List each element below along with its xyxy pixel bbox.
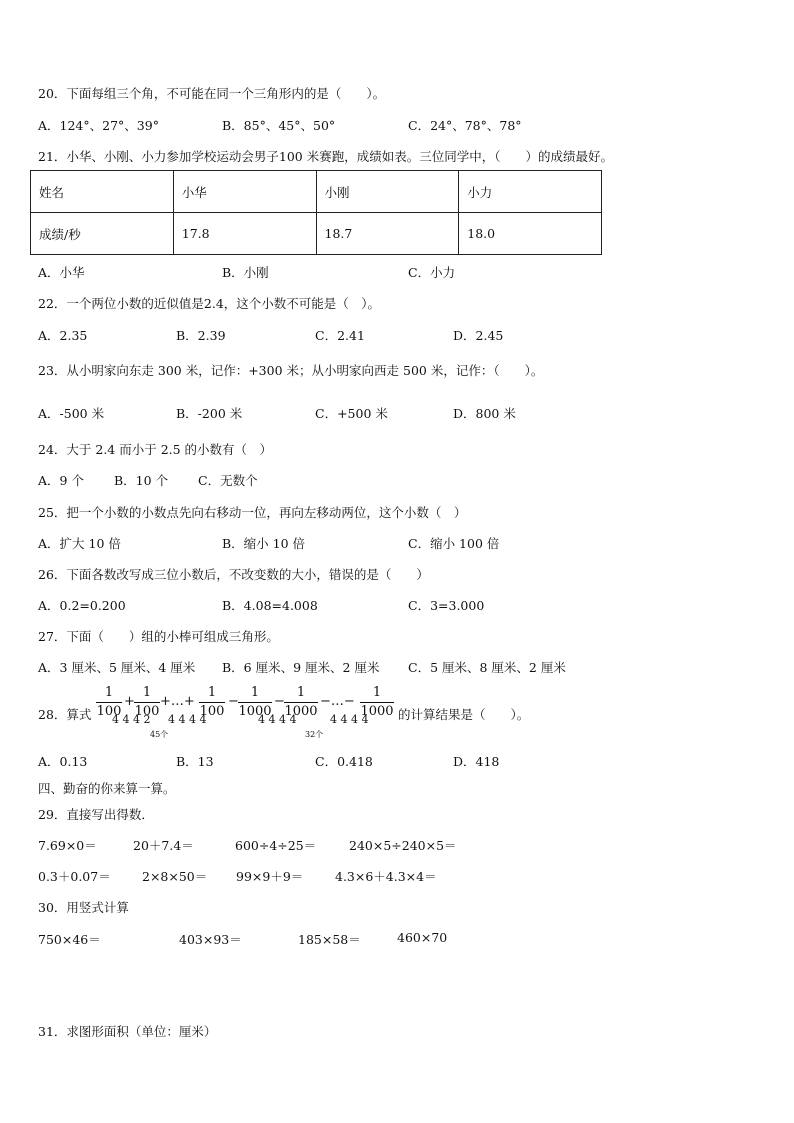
question-25-stem: 25．把一个小数的小数点先向右移动一位，再向左移动两位，这个小数（ ） — [38, 505, 467, 520]
fraction-numerator: 1 — [104, 685, 114, 700]
section-heading: 四、勤奋的你来算一算。 — [38, 781, 176, 796]
fraction-denominator: 100 — [199, 704, 225, 719]
question-27-stem: 27．下面（ ）组的小棒可组成三角形。 — [38, 629, 279, 644]
question-24-stem: 24．大于 2.4 而小于 2.5 的小数有（ ） — [38, 442, 273, 457]
question-22-option-b: B．2.39 — [176, 328, 226, 343]
question-26-option-c: C．3=3.000 — [408, 598, 485, 613]
fraction-denominator: 1000 — [284, 704, 318, 719]
calc-item: 99×9＋9＝ — [236, 869, 304, 884]
question-21-stem: 21．小华、小刚、小力参加学校运动会男子100 米赛跑，成绩如表。三位同学中，（ ）的成绩最好。 — [38, 149, 613, 164]
question-23-option-c: C．+500 米 — [315, 406, 388, 421]
fraction-numerator: 1 — [372, 685, 382, 700]
table-cell: 18.7 — [316, 213, 459, 255]
calc-item: 460×70 — [397, 930, 448, 945]
question-28-suffix: 的计算结果是（ ）。 — [398, 707, 530, 722]
question-25-option-b: B．缩小 10 倍 — [222, 536, 306, 551]
question-26-option-a: A．0.2=0.200 — [38, 598, 126, 613]
question-23-option-d: D．800 米 — [453, 406, 516, 421]
question-23-option-a: A．-500 米 — [38, 406, 105, 421]
fraction-numerator: 1 — [296, 685, 306, 700]
fraction-denominator: 100 — [134, 704, 160, 719]
question-21-option-b: B．小刚 — [222, 265, 269, 280]
denominator-digits: 4 4 4 4 — [258, 713, 297, 726]
question-23-stem: 23．从小明家向东走 300 米，记作：+300 米；从小明家向西走 500 米，记作：（ ）。 — [38, 363, 544, 378]
question-28-option-a: A．0.13 — [38, 754, 88, 769]
question-27-option-b: B．6 厘米、9 厘米、2 厘米 — [222, 660, 380, 675]
denominator-digits: 4 4 4 4 — [330, 713, 369, 726]
question-20-option-c: C．24°、78°、78° — [408, 118, 522, 133]
question-22-option-a: A．2.35 — [38, 328, 88, 343]
question-30-stem: 30．用竖式计算 — [38, 900, 129, 915]
question-21-option-c: C．小力 — [408, 265, 456, 280]
question-27-option-c: C．5 厘米、8 厘米、2 厘米 — [408, 660, 566, 675]
table-cell: 18.0 — [459, 213, 602, 255]
fraction-numerator: 1 — [142, 685, 152, 700]
question-26-stem: 26．下面各数改写成三位小数后，不改变数的大小，错误的是（ ） — [38, 567, 429, 582]
ellipsis-plus: +…+ — [160, 694, 195, 709]
question-28-option-c: C．0.418 — [315, 754, 373, 769]
table-cell: 17.8 — [173, 213, 316, 255]
question-22-option-c: C．2.41 — [315, 328, 365, 343]
question-25-option-a: A．扩大 10 倍 — [38, 536, 121, 551]
denominator-digits: 4 4 4 2 — [112, 713, 151, 726]
question-24-option-b: B．10 个 — [114, 473, 169, 488]
question-29-stem: 29．直接写出得数． — [38, 807, 154, 822]
calc-item: 7.69×0＝ — [38, 838, 97, 853]
question-28-option-b: B．13 — [176, 754, 214, 769]
term-count-label: 32个 — [305, 730, 324, 739]
question-24-option-c: C．无数个 — [198, 473, 258, 488]
question-20-stem: 20．下面每组三个角，不可能在同一个三角形内的是（ ）。 — [38, 86, 386, 101]
table-header-row — [31, 171, 602, 213]
fraction-bar — [284, 702, 318, 703]
question-28-option-d: D．418 — [453, 754, 500, 769]
table-cell: 小刚 — [316, 171, 459, 213]
question-22-stem: 22．一个两位小数的近似值是2.4，这个小数不可能是（ ）。 — [38, 296, 381, 311]
table-cell: 姓名 — [31, 171, 174, 213]
fraction-denominator: 1000 — [360, 704, 394, 719]
calc-item: 4.3×6＋4.3×4＝ — [335, 869, 437, 884]
question-26-option-b: B．4.08=4.008 — [222, 598, 318, 613]
fraction-bar — [96, 702, 122, 703]
term-count-label: 45个 — [150, 730, 169, 739]
fraction-bar — [199, 702, 225, 703]
fraction-bar — [134, 702, 160, 703]
question-20-option-b: B．85°、45°、50° — [222, 118, 336, 133]
denominator-digits: 4 4 4 4 — [168, 713, 207, 726]
calc-item: 240×5÷240×5＝ — [349, 838, 457, 853]
calc-item: 403×93＝ — [179, 932, 242, 947]
question-31-stem: 31．求图形面积（单位：厘米） — [38, 1024, 217, 1039]
question-22-option-d: D．2.45 — [453, 328, 504, 343]
fraction-denominator: 1000 — [238, 704, 272, 719]
question-21-option-a: A．小华 — [38, 265, 85, 280]
question-27-option-a: A．3 厘米、5 厘米、4 厘米 — [38, 660, 196, 675]
plus-sign: + — [124, 694, 135, 709]
calc-item: 600÷4÷25＝ — [235, 838, 317, 853]
question-25-option-c: C．缩小 100 倍 — [408, 536, 500, 551]
minus-sign: − — [228, 694, 239, 709]
question-24-option-a: A．9 个 — [38, 473, 84, 488]
calc-item: 185×58＝ — [298, 932, 361, 947]
calc-item: 750×46＝ — [38, 932, 101, 947]
fraction-denominator: 100 — [96, 704, 122, 719]
fraction-bar — [360, 702, 394, 703]
question-28-prefix: 28．算式 — [38, 707, 92, 722]
minus-sign: − — [274, 694, 285, 709]
calc-item: 20＋7.4＝ — [133, 838, 194, 853]
question-20-option-a: A．124°、27°、39° — [38, 118, 159, 133]
fraction-numerator: 1 — [207, 685, 217, 700]
table-cell: 小华 — [173, 171, 316, 213]
ellipsis-minus: −…− — [320, 694, 355, 709]
question-23-option-b: B．-200 米 — [176, 406, 243, 421]
table-row — [31, 213, 602, 255]
fraction-bar — [238, 702, 272, 703]
calc-item: 0.3＋0.07＝ — [38, 869, 111, 884]
calc-item: 2×8×50＝ — [142, 869, 208, 884]
table-cell: 成绩/秒 — [31, 213, 174, 255]
fraction-numerator: 1 — [250, 685, 260, 700]
score-table — [30, 170, 602, 255]
table-cell: 小力 — [459, 171, 602, 213]
